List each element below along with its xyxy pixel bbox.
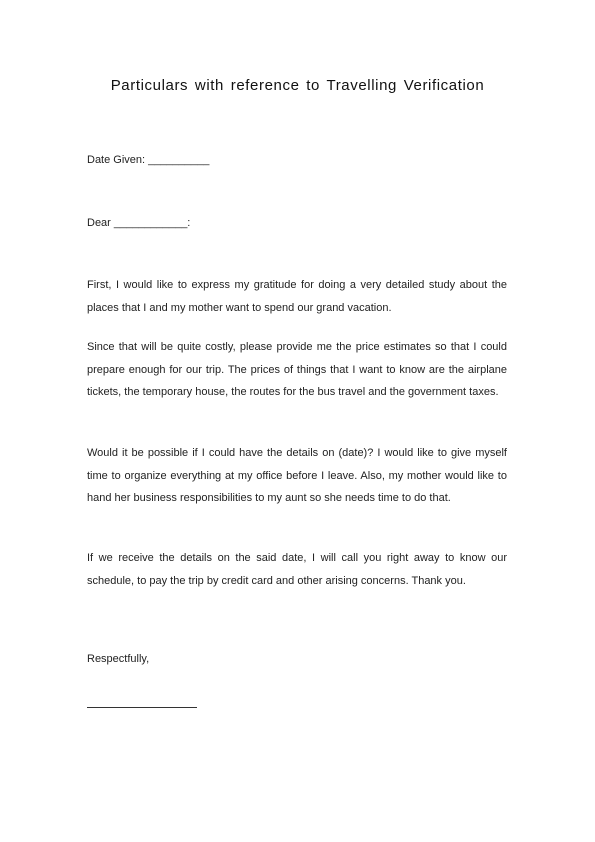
paragraph-price-estimates: Since that will be quite costly, please provide me the price estimates so that I could prepare enough for our trip. The prices of things that I want to know are the airplane tickets, the temporary house, the routes for the bus travel and the government taxes. bbox=[87, 341, 507, 398]
document-title: Particulars with reference to Travelling Verification bbox=[110, 77, 485, 94]
paragraph-follow-up: If we receive the details on the said date, I will call you right away to know our schedule, to pay the trip by credit card and other arising concerns. Thank you. bbox=[87, 552, 507, 587]
closing: Respectfully, bbox=[87, 653, 150, 665]
salutation: Dear ____________: bbox=[87, 217, 191, 229]
date-line: Date Given: __________ bbox=[87, 154, 210, 166]
paragraph-gratitude: First, I would like to express my gratitude for doing a very detailed study about the places that I and my mother want to spend our grand vacation. bbox=[87, 279, 507, 314]
signature-line bbox=[87, 707, 197, 708]
paragraph-details-date: Would it be possible if I could have the details on (date)? I would like to give myself time to organize everything at my office before I leave. Also, my mother would like to hand her business responsibilities to my aunt so she needs time to do that. bbox=[87, 447, 507, 504]
